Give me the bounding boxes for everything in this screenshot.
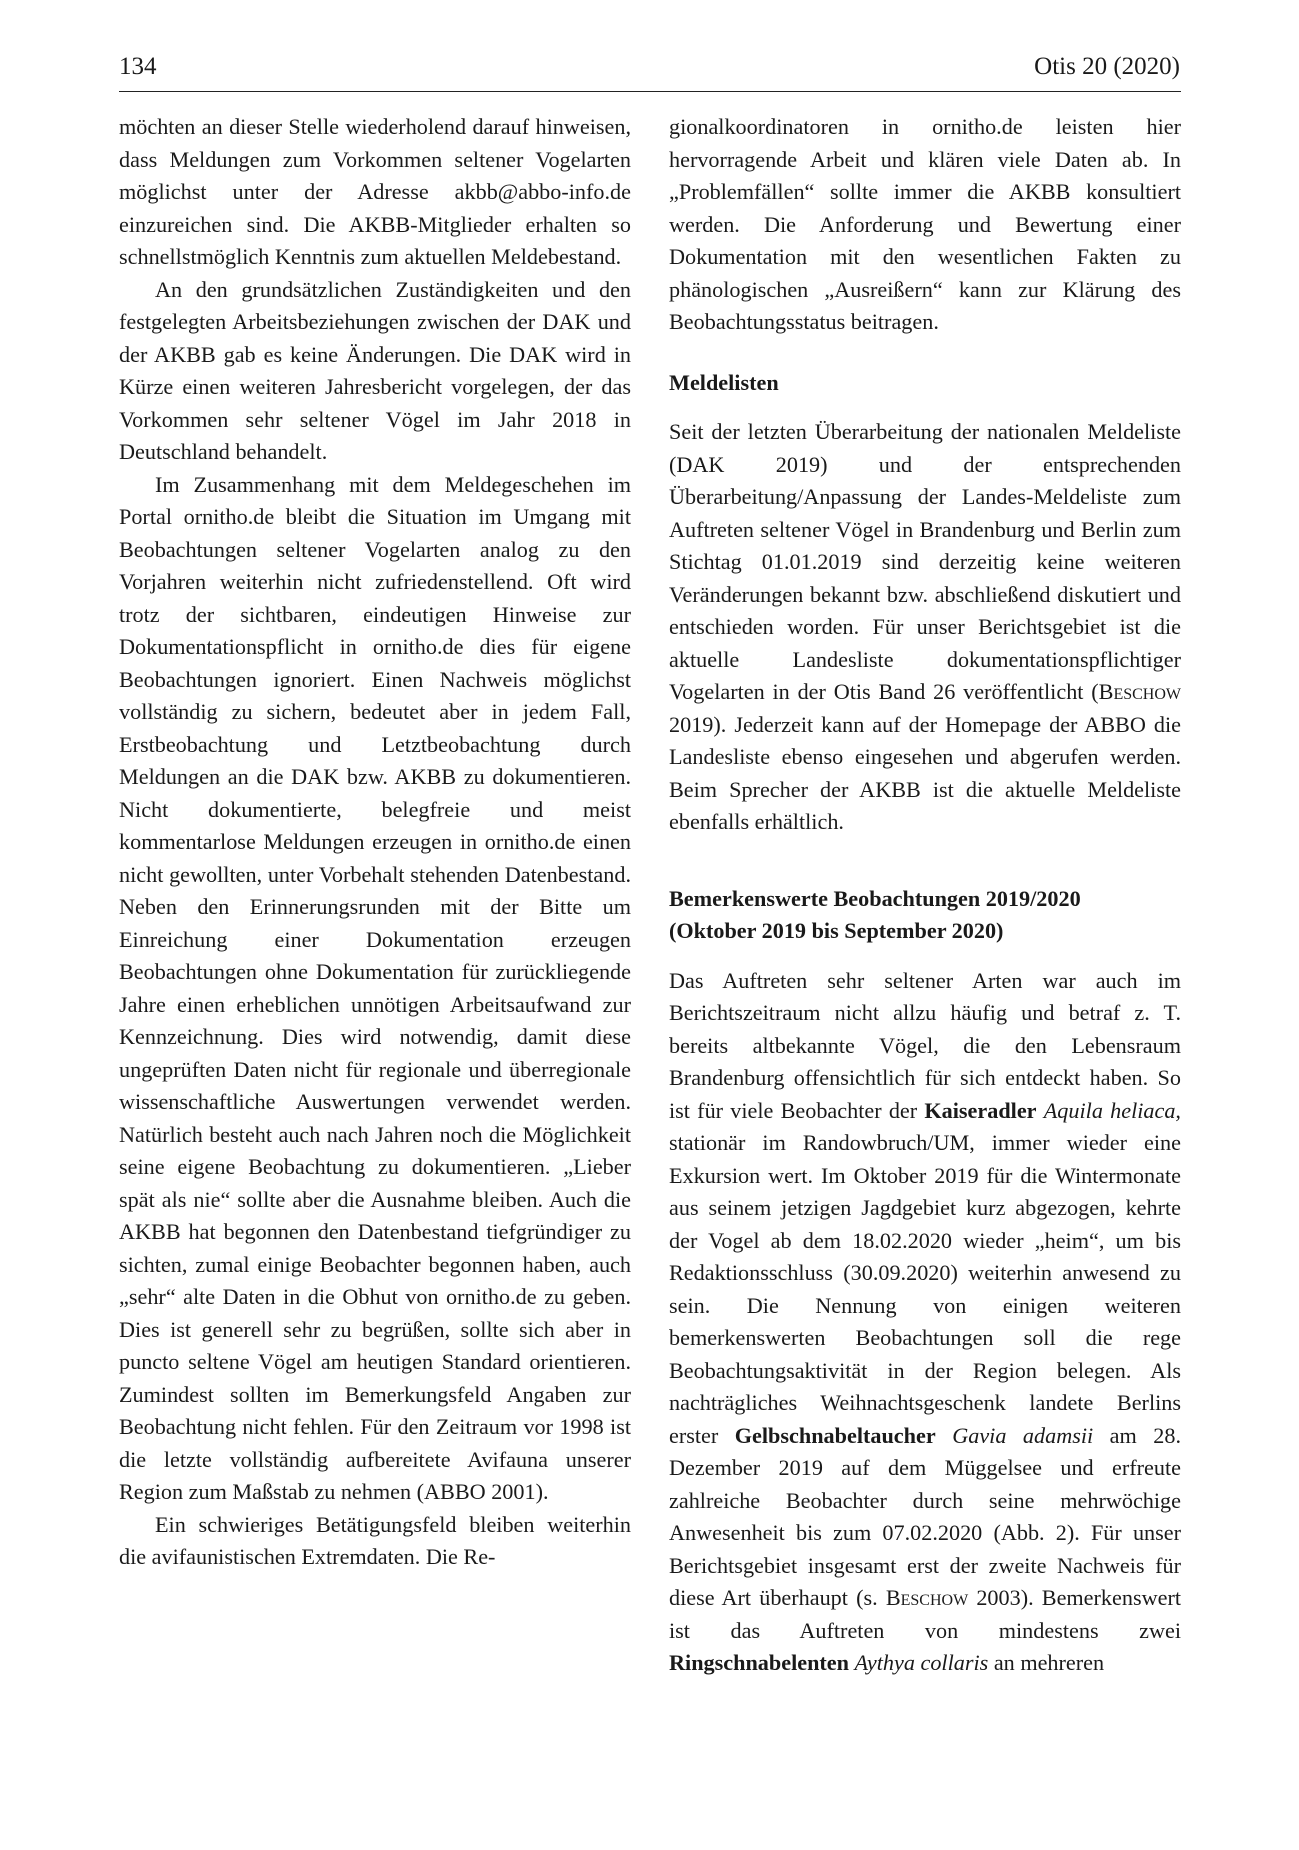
left-column bbox=[119, 111, 631, 1574]
text-run: Seit der letzten Überarbeitung der nationalen Meldeliste (DAK 2019) und der entsprechenden Überarbeitung/Anpassung der Landes-Meldeliste zum Auftreten seltener Vögel in Brandenburg und Berlin zum Stichtag 01.01.2019 sind derzeitig keine weiteren Veränderungen bekannt bzw. abschließend diskutiert und entschieden worden. Für unser Berichtsgebiet ist die aktuelle Landesliste dokumentationspflichtiger Vogelarten in der Otis Band 26 veröffentlicht ( bbox=[669, 419, 1181, 704]
paragraph bbox=[669, 965, 1181, 1680]
right-column bbox=[669, 111, 1181, 1680]
species-name: Gelbschnabeltaucher bbox=[734, 1422, 936, 1448]
paragraph: An den grundsätzlichen Zuständigkeiten und den festgelegten Arbeitsbeziehungen zwischen der DAK und der AKBB gab es keine Änderungen. Die DAK wird in Kürze einen weiteren Jahresbericht vorgelegen, der das Vorkommen sehr seltener Vögel im Jahr 2018 in Deutschland behandelt. bbox=[119, 276, 631, 464]
section-heading-bemerkenswerte-beobachtungen bbox=[669, 883, 1181, 948]
text-run: an mehreren bbox=[988, 1650, 1105, 1675]
paragraph: möchten an dieser Stelle wiederholend darauf hinweisen, dass Meldungen zum Vorkommen seltener Vogelarten möglichst unter der Adresse akbb@abbo-info.de einzureichen sind. Die AKBB-Mitglieder erhalten so schnellstmöglich Kenntnis zum aktuellen Meldebestand. bbox=[119, 114, 631, 269]
page-number: 134 bbox=[119, 53, 157, 80]
scientific-name: Aquila heliaca, bbox=[1043, 1097, 1181, 1123]
paragraph: Im Zusammenhang mit dem Meldegeschehen im Portal ornitho.de bleibt die Situation im Umgang mit Beobachtungen seltener Vogelarten analog zu den Vorjahren weiterhin nicht zufriedenstellend. Oft wird trotz der sichtbaren, eindeutigen Hinweise zur Dokumentationspflicht in ornitho.de dies für eigene Beobachtungen ignoriert. Einen Nachweis möglichst vollständig zu sichern, bedeutet aber in jedem Fall, Erstbeobachtung und Letztbeobachtung durch Meldungen an die DAK bzw. AKBB zu dokumentieren. Nicht dokumentierte, belegfreie und meist kommentarlose Meldungen erzeugen in ornitho.de einen nicht gewollten, unter Vorbehalt stehenden Datenbestand. Neben den Erinnerungsrunden mit der Bitte um Einreichung einer Dokumentation erzeugen Beobachtungen ohne Dokumentation für zurückliegende Jahre einen erheblichen unnötigen Arbeitsaufwand zur Kennzeichnung. Dies wird notwendig, damit diese ungeprüften Daten nicht für regionale und überregionale wissenschaftliche Auswertungen verwendet werden. Natürlich besteht auch nach Jahren noch die Möglichkeit seine eigene Beobachtung zu dokumentieren. „Lieber spät als nie“ sollte aber die Ausnahme bleiben. Auch die AKBB hat begonnen den Datenbestand tiefgründiger zu sichten, zumal einige Beobachter begonnen haben, auch „sehr“ alte Daten in die Obhut von ornitho.de zu geben. Dies ist generell sehr zu begrüßen, sollte sich aber in puncto seltene Vögel am heutigen Standard orientieren. Zumindest sollten im Bemerkungsfeld Angaben zur Beobachtung nicht fehlen. Für den Zeitraum vor 1998 ist die letzte vollständig aufbereitete Avifauna unserer Region zum Maßstab zu nehmen (ABBO 2001). bbox=[119, 471, 631, 1504]
scientific-name: Gavia adamsii bbox=[952, 1422, 1094, 1448]
citation-author: Beschow bbox=[885, 1585, 969, 1610]
scientific-name: Aythya collaris bbox=[854, 1650, 989, 1675]
citation-author: Beschow bbox=[1098, 679, 1181, 704]
heading-line: Bemerkenswerte Beobachtungen 2019/2020 bbox=[669, 885, 1081, 911]
species-name: Ringschnabelenten bbox=[669, 1650, 849, 1675]
species-name: Kaiseradler bbox=[924, 1097, 1037, 1123]
paragraph bbox=[669, 416, 1181, 839]
section-heading-meldelisten: Meldelisten bbox=[669, 369, 779, 395]
text-run: Das Auftreten sehr seltener Arten war auch im Berichtszeitraum nicht allzu häufig und betraf z. T. bereits altbekannte Vögel, die den Lebensraum Brandenburg offensichtlich für sich entdeckt haben. So ist für viele Beobachter der bbox=[669, 967, 1181, 1123]
header-rule bbox=[119, 91, 1181, 92]
paragraph: Ein schwieriges Betätigungsfeld bleiben weiterhin die avifaunistischen Extremdaten. Die Re- bbox=[119, 1511, 631, 1569]
text-run: am 28. Dezember 2019 auf dem Müggelsee und erfreute zahlreiche Beobachter durch seine mehrwöchige Anwesenheit bis zum 07.02.2020 (Abb. 2). Für unser Berichtsgebiet insgesamt erst der zweite Nachweis für diese Art überhaupt (s. bbox=[669, 1422, 1182, 1610]
text-run: 2019). Jederzeit kann auf der Homepage der ABBO die Landesliste ebenso eingesehen und abgerufen werden. Beim Sprecher der AKBB ist die aktuelle Meldeliste ebenfalls erhältlich. bbox=[669, 711, 1181, 834]
paragraph: gionalkoordinatoren in ornitho.de leisten hier hervorragende Arbeit und klären viele Daten ab. In „Problemfällen“ sollte immer die AKBB konsultiert werden. Die Anforderung und Bewertung einer Dokumentation mit den wesentlichen Fakten zu phänologischen „Ausreißern“ kann zur Klärung des Beobachtungsstatus beitragen. bbox=[669, 114, 1181, 334]
heading-line: (Oktober 2019 bis September 2020) bbox=[669, 918, 1004, 943]
journal-reference: Otis 20 (2020) bbox=[1034, 53, 1180, 80]
text-run: stationär im Randowbruch/UM, immer wieder eine Exkursion wert. Im Oktober 2019 für die Wintermonate aus seinem jetzigen Jagdgebiet kurz abgezogen, kehrte der Vogel ab dem 18.02.2020 wieder „heim“, um bis Redaktionsschluss (30.09.2020) weiterhin anwesend zu sein. Die Nennung von einigen weiteren bemerkenswerten Beobachtungen soll die rege Beobachtungsaktivität in der Region belegen. Als nachträgliches Weihnachtsgeschenk landete Berlins erster bbox=[669, 1130, 1181, 1448]
text-run: 2003). Bemerkenswert ist das Auftreten von mindestens zwei bbox=[669, 1585, 1182, 1643]
